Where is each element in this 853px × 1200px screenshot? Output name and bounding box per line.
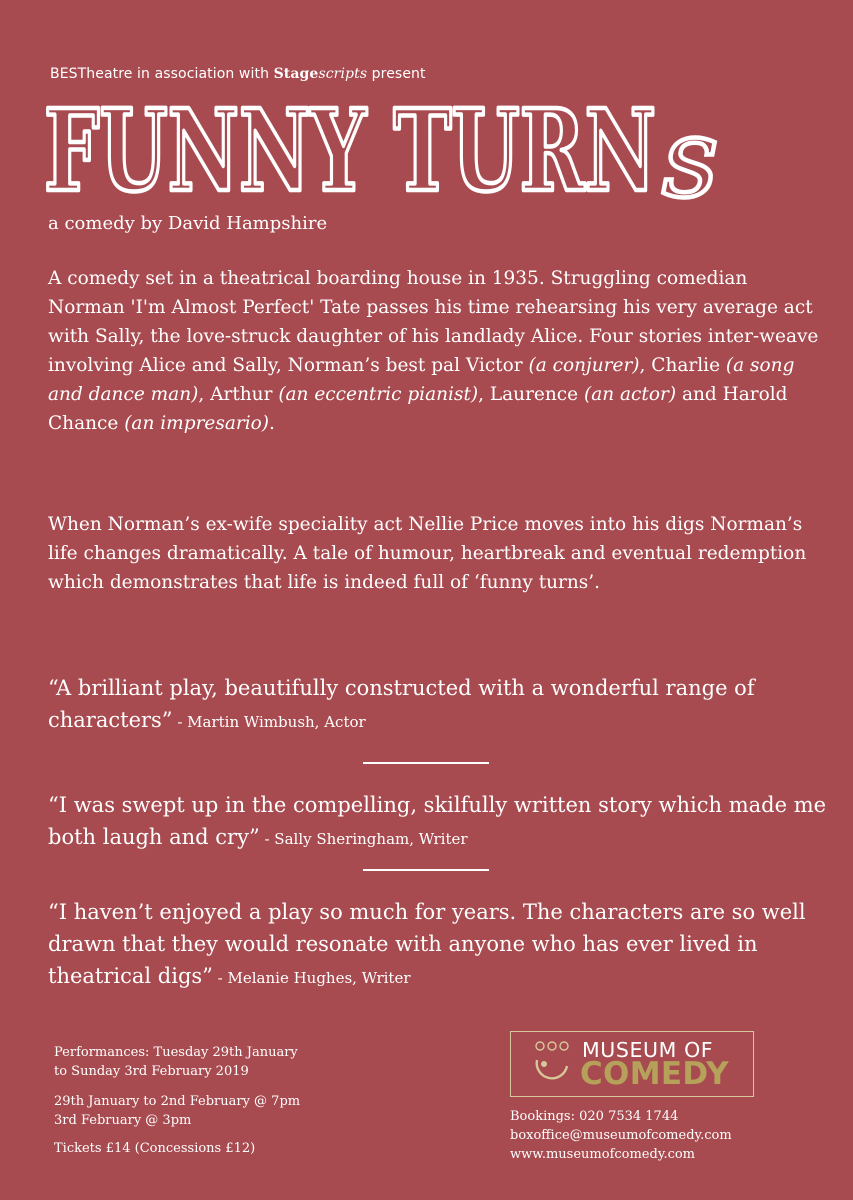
synopsis-text: and Harold Chance	[48, 384, 788, 434]
website-url: www.museumofcomedy.com	[510, 1147, 696, 1162]
quote-text: “I was swept up in the compelling, skilfully written story which made me both laugh and cry”	[48, 793, 827, 849]
synopsis-paragraph-2: When Norman’s ex-wife speciality act Nellie Price moves into his digs Norman’s life changes dramatically. A tale of humour, heartbreak and eventual redemption which demonstrates that life is indeed full of ‘funny turns’.	[48, 514, 807, 593]
stagescripts-logo-scripts: scripts	[318, 66, 368, 82]
quote-text: “I haven’t enjoyed a play so much for years. The characters are so well drawn that they would resonate with anyone who has ever lived in theatrical digs”	[48, 900, 806, 988]
character-note: (an actor)	[583, 384, 677, 405]
presenter-suffix: present	[367, 66, 426, 82]
review-quote	[48, 896, 838, 994]
review-quote	[48, 672, 838, 738]
review-quote	[48, 789, 838, 855]
performance-dates-line: to Sunday 3rd February 2019	[54, 1064, 249, 1079]
performance-times-line: 29th January to 2nd February @ 7pm	[54, 1094, 301, 1109]
synopsis-text: , Arthur	[198, 384, 279, 405]
ticket-prices: Tickets £14 (Concessions £12)	[54, 1141, 256, 1156]
title-tail: s	[662, 94, 719, 217]
synopsis-text: , Charlie	[639, 355, 726, 376]
character-note: (an impresario)	[124, 413, 269, 434]
quote-attribution: - Sally Sheringham, Writer	[259, 830, 468, 848]
show-title	[40, 92, 810, 217]
synopsis-text: , Laurence	[478, 384, 584, 405]
character-note: (an eccentric pianist)	[278, 384, 479, 405]
character-note: (a song and dance man)	[48, 355, 795, 405]
quote-attribution: - Martin Wimbush, Actor	[172, 713, 366, 731]
quote-text: “A brilliant play, beautifully constructed with a wonderful range of characters”	[48, 676, 755, 732]
bookings-email: boxoffice@museumofcomedy.com	[510, 1128, 732, 1143]
museum-of-comedy-emblem-icon	[528, 1036, 576, 1092]
divider	[363, 869, 489, 871]
byline: a comedy by David Hampshire	[48, 213, 328, 234]
logo-text-museum-of: MUSEUM OF	[582, 1038, 714, 1062]
title-main: FUNNY TURN	[44, 92, 656, 217]
character-note: (a conjurer)	[528, 355, 640, 376]
stagescripts-logo-stage: Stage	[273, 66, 319, 82]
performance-dates-line: Performances: Tuesday 29th January	[54, 1045, 298, 1060]
performance-dates	[54, 1043, 394, 1081]
divider	[363, 762, 489, 764]
performance-times	[54, 1092, 394, 1130]
presenter-prefix: BESTheatre in association with	[50, 66, 274, 82]
synopsis-paragraph-1	[48, 264, 828, 438]
synopsis-text: A comedy set in a theatrical boarding house in 1935. Struggling comedian Norman 'I'm Almost Perfect' Tate passes his time rehearsing his very average act with Sally, the love-struck daughter of his landlady Alice. Four stories inter-weave involving Alice and Sally, Norman’s best pal Victor	[48, 268, 819, 376]
quote-attribution: - Melanie Hughes, Writer	[212, 969, 411, 987]
presenter-line	[50, 66, 426, 82]
logo-text-comedy: COMEDY	[580, 1056, 729, 1092]
bookings-phone: Bookings: 020 7534 1744	[510, 1109, 679, 1124]
synopsis-text: .	[269, 413, 275, 434]
performance-times-line: 3rd February @ 3pm	[54, 1113, 192, 1128]
